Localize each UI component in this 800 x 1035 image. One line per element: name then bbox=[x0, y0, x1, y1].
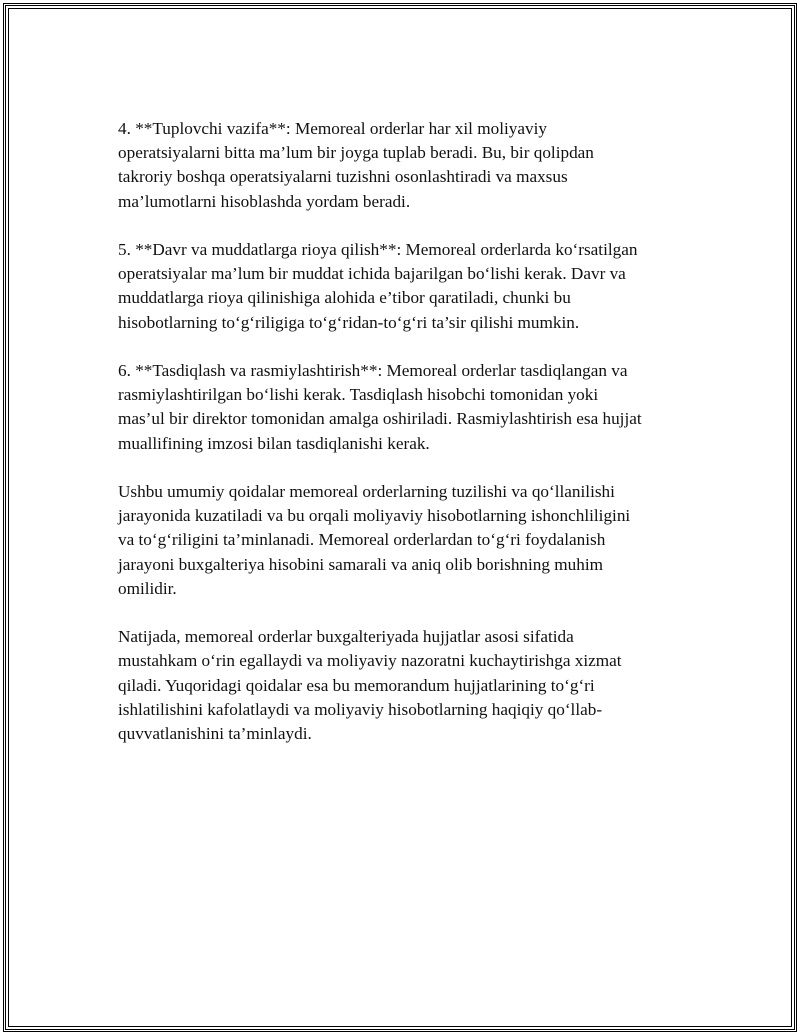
paragraph-conclusion: Natijada, memoreal orderlar buxgalteriyada hujjatlar asosi sifatida mustahkam o‘rin egallaydi va moliyaviy nazoratni kuchaytirishga xizmat qiladi. Yuqoridagi qoidalar esa bu memorandum hujjatlarining to‘g‘ri ishlatilishini kafolatlaydi va moliyaviy hisobotlarning haqiqiy qo‘llab- quvvatlanishini ta’minlaydi. bbox=[118, 627, 622, 744]
document-body bbox=[118, 117, 693, 770]
paragraph-summary: Ushbu umumiy qoidalar memoreal orderlarning tuzilishi va qo‘llanilishi jarayonida kuzatiladi va bu orqali moliyaviy hisobotlarning ishonchliligini va to‘g‘riligini ta’minlanadi. Memoreal orderlardan to‘g‘ri foydalanish jarayoni buxgalteriya hisobini samarali va aniq olib borishning muhim omilidir. bbox=[118, 482, 631, 598]
paragraph-item-5: 5. **Davr va muddatlarga rioya qilish**: Memoreal orderlarda ko‘rsatilgan operatsiyalar ma’lum bir muddat ichida bajarilgan bo‘lishi kerak. Davr va muddatlarga rioya qilinishiga alohida e’tibor qaratiladi, chunki bu hisobotlarning to‘g‘riligiga to‘g‘ridan-to‘g‘ri ta’sir qilishi mumkin. bbox=[118, 240, 638, 332]
paragraph-item-4: 4. **Tuplovchi vazifa**: Memoreal orderlar har xil moliyaviy operatsiyalarni bitta ma’lum bir joyga tuplab beradi. Bu, bir qolipdan takroriy boshqa operatsiyalarni tuzishni osonlashtiradi va maxsus ma’lumotlarni hisoblashda yordam beradi. bbox=[118, 119, 594, 211]
paragraph-item-6: 6. **Tasdiqlash va rasmiylashtirish**: Memoreal orderlar tasdiqlangan va rasmiylashtirilgan bo‘lishi kerak. Tasdiqlash hisobchi tomonidan yoki mas’ul bir direktor tomonidan amalga oshiriladi. Rasmiylashtirish esa hujjat muallifining imzosi bilan tasdiqlanishi kerak. bbox=[118, 361, 642, 453]
